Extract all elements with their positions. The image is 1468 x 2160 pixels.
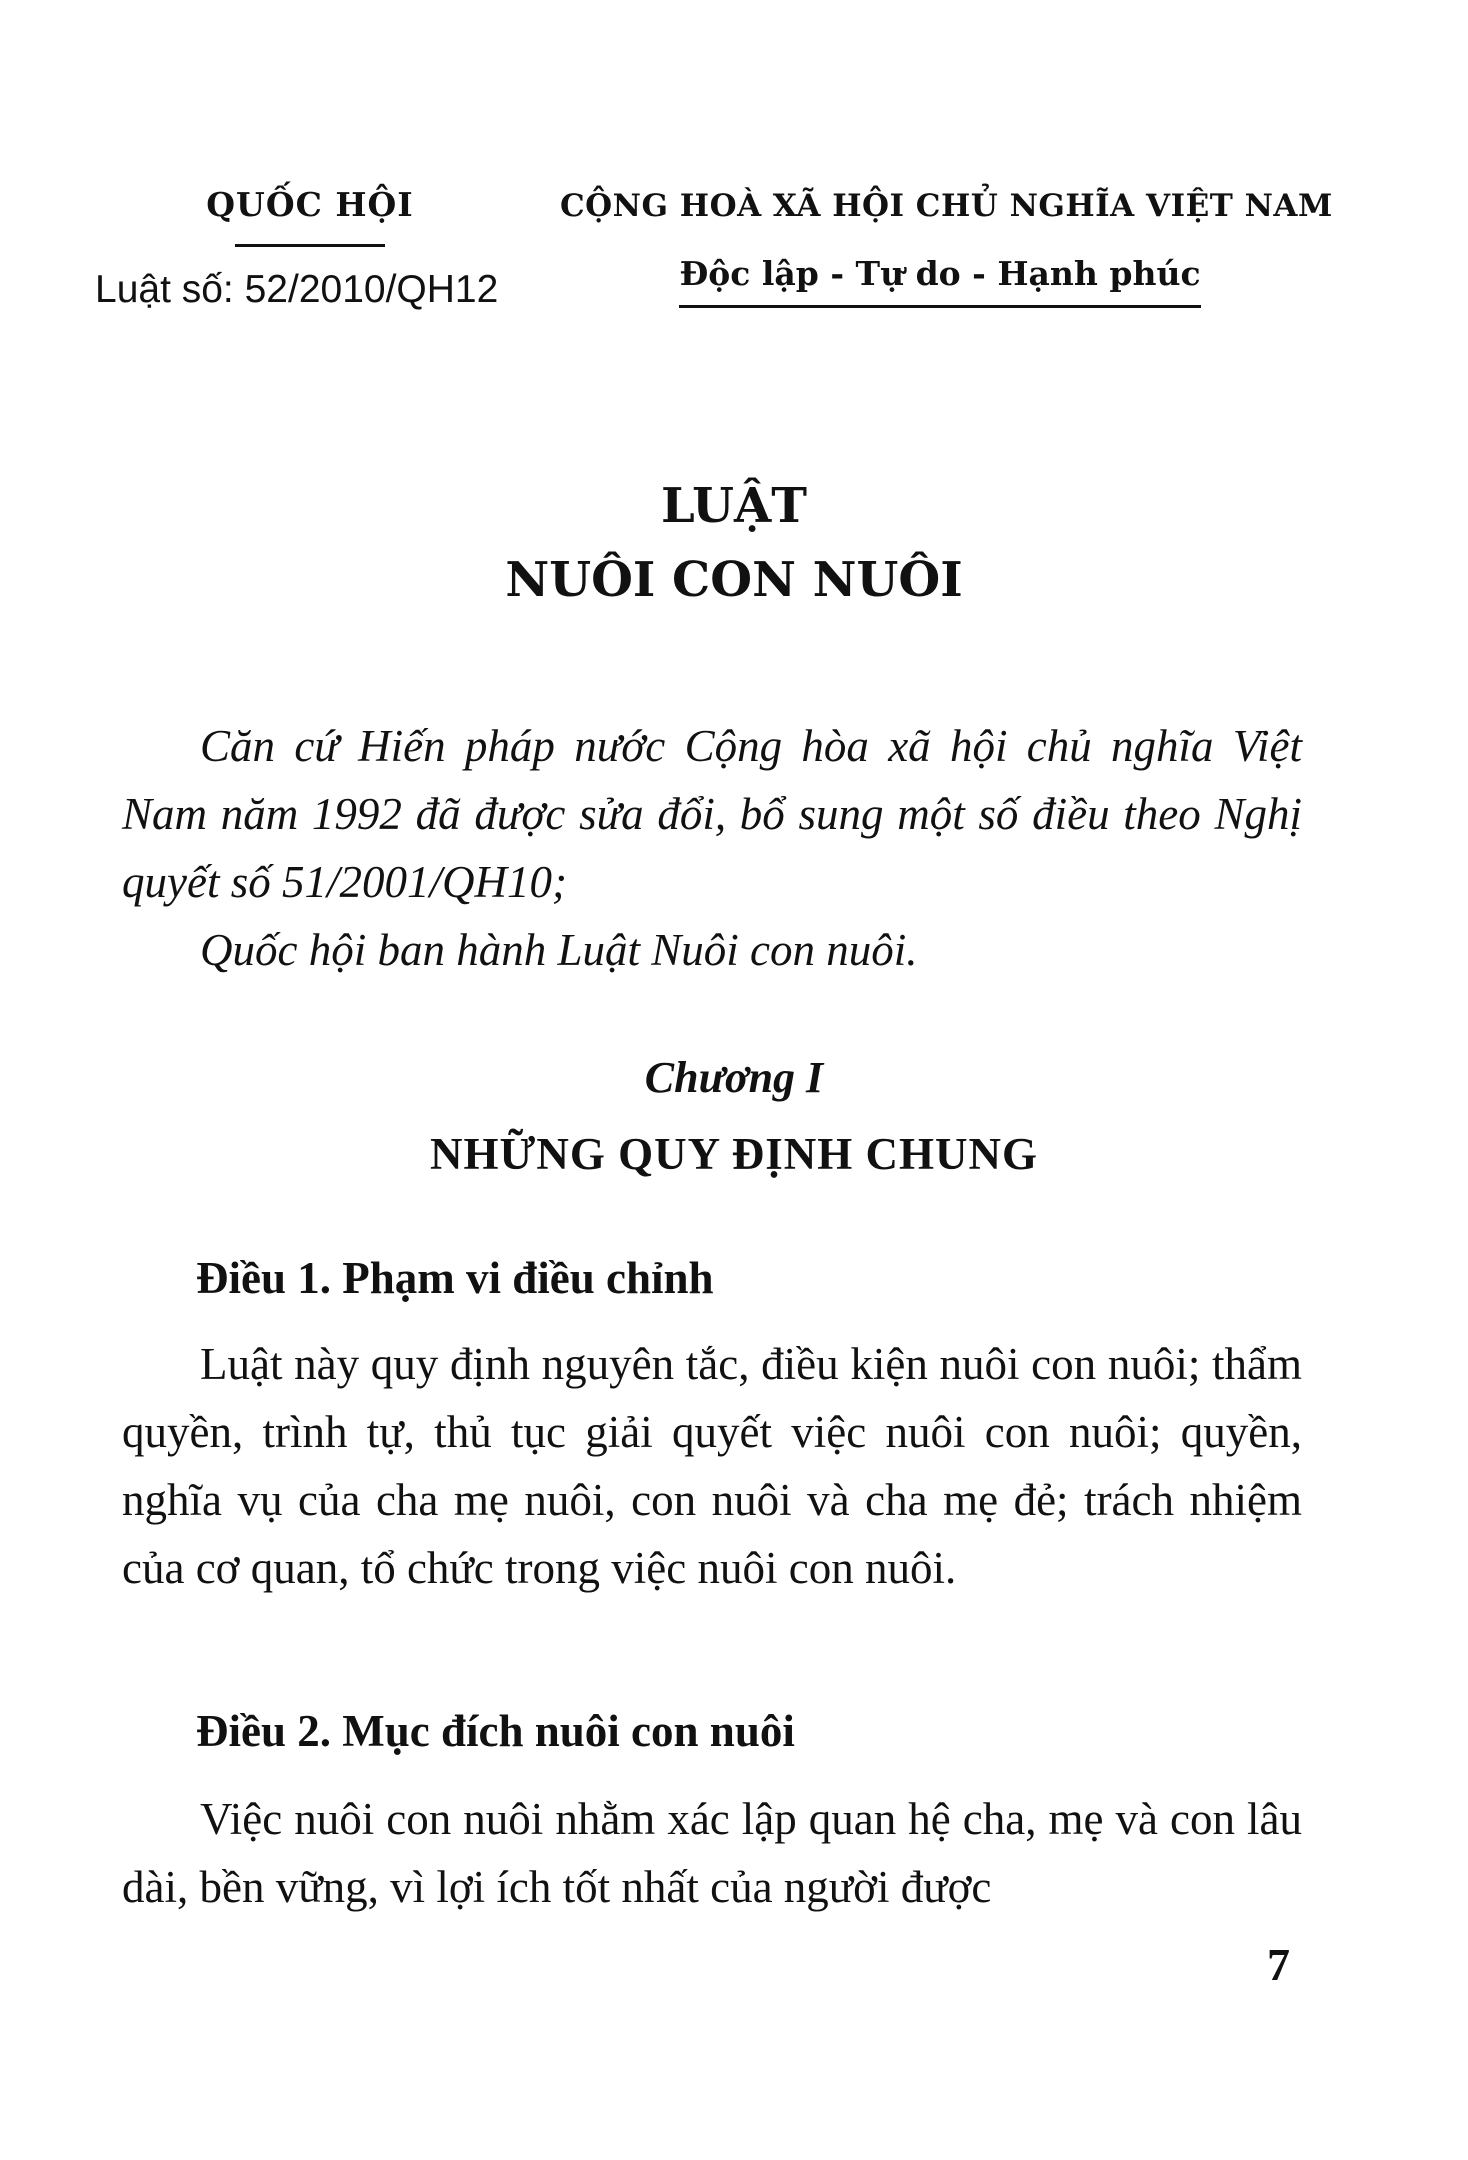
article-paragraph: Việc nuôi con nuôi nhằm xác lập quan hệ cha, mẹ và con lâu dài, bền vững, vì lợi ích tốt nhất của người được xyxy=(122,1794,1302,1912)
law-number: Luật số: 52/2010/QH12 xyxy=(95,268,499,311)
preamble-paragraph: Quốc hội ban hành Luật Nuôi con nuôi. xyxy=(200,925,918,975)
article-paragraph: Luật này quy định nguyên tắc, điều kiện nuôi con nuôi; thẩm quyền, trình tự, thủ tục giải quyết việc nuôi con nuôi; quyền, nghĩa vụ của cha mẹ nuôi, con nuôi và cha mẹ đẻ; trách nhiệm của cơ quan, tổ chức trong việc nuôi con nuôi. xyxy=(122,1339,1302,1593)
article-body xyxy=(122,1330,1302,1602)
article-heading: Điều 1. Phạm vi điều chỉnh xyxy=(196,1253,714,1303)
document-title: NUÔI CON NUÔI xyxy=(505,552,963,608)
chapter-label: Chương I xyxy=(644,1053,824,1102)
page-number: 7 xyxy=(1267,1939,1290,1990)
national-header-block xyxy=(560,188,1333,308)
national-motto: Độc lập - Tự do - Hạnh phúc xyxy=(679,254,1200,308)
preamble xyxy=(122,712,1302,984)
issuing-body: QUỐC HỘI xyxy=(206,185,414,224)
chapter-title: NHỮNG QUY ĐỊNH CHUNG xyxy=(430,1129,1038,1179)
country-name: CỘNG HOÀ XÃ HỘI CHỦ NGHĨA VIỆT NAM xyxy=(560,188,1333,224)
document-type-title: LUẬT xyxy=(661,478,807,534)
article-heading: Điều 2. Mục đích nuôi con nuôi xyxy=(196,1706,795,1756)
issuing-body-block xyxy=(90,185,530,247)
article-body xyxy=(122,1785,1302,1921)
preamble-paragraph: Căn cứ Hiến pháp nước Cộng hòa xã hội chủ nghĩa Việt Nam năm 1992 đã được sửa đổi, bổ sung một số điều theo Nghị quyết số 51/2001/QH10; xyxy=(122,721,1302,907)
issuing-body-underline xyxy=(235,244,385,247)
